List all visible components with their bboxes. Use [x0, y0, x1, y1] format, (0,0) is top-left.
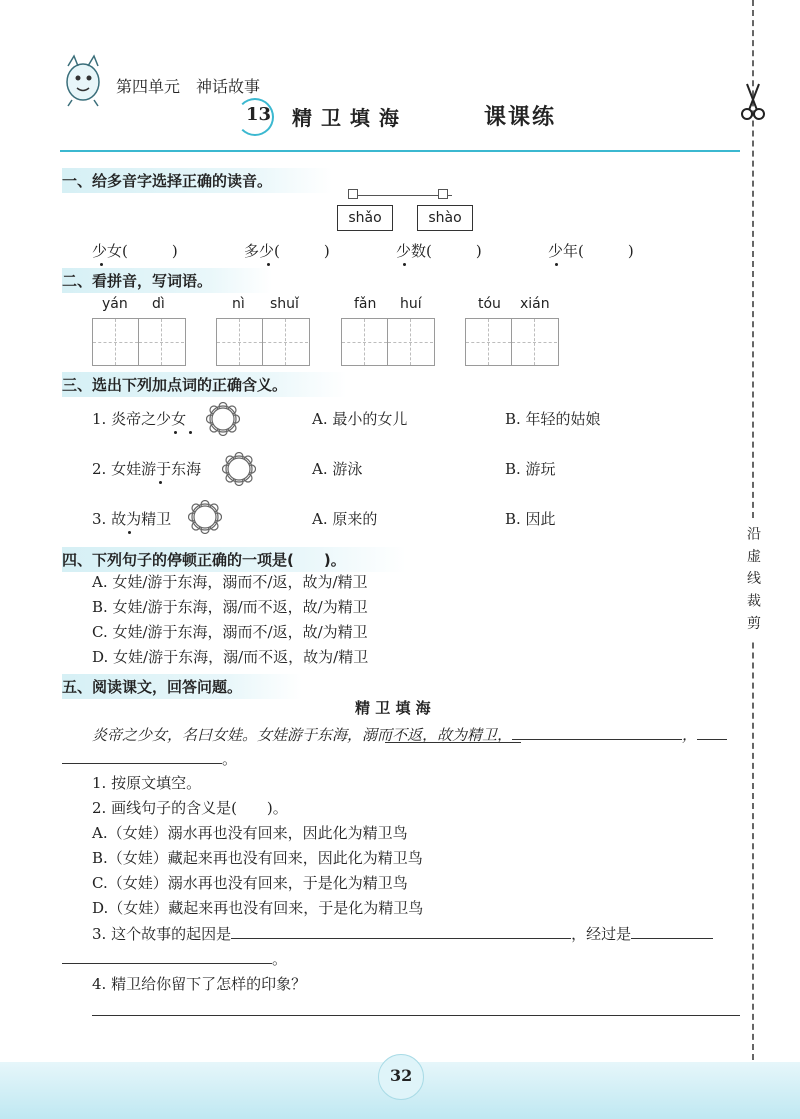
s5-q3-blank-1[interactable] [231, 938, 571, 939]
s5-q4: 4. 精卫给你留下了怎样的印象？ [92, 975, 307, 993]
s3-q1: 1. 炎帝之少女 [92, 410, 187, 428]
s5-q2-option-d: D.（女娃）藏起来再也没有回来，于是化为精卫鸟 [92, 899, 424, 917]
scissors-icon [740, 82, 766, 122]
pinyin-option-1: shǎo [337, 205, 393, 231]
s4-option-a: A. 女娃/游于东海，溺而不/返，故为/精卫 [92, 573, 368, 591]
passage-title: 精 卫 填 海 [355, 699, 431, 717]
passage-comma: ， [682, 726, 698, 744]
s5-q2-option-c: C.（女娃）溺水再也没有回来，于是化为精卫鸟 [92, 874, 408, 892]
s5-q3 [92, 923, 713, 944]
pinyin-2b: shuǐ [270, 296, 299, 312]
answer-flower-1[interactable] [206, 402, 240, 436]
s5-q3-line-2 [62, 948, 287, 969]
passage-period: 。 [222, 750, 238, 768]
emphasis-dot [403, 263, 406, 266]
passage-text: 炎帝之少女，名曰女娃。女娃游于东海，溺而不返，故为精卫， [92, 726, 513, 744]
passage-blank-2[interactable] [697, 739, 727, 740]
mascot-icon [58, 52, 108, 108]
section-2-title: 二、看拼音，写词语。 [62, 268, 272, 293]
pinyin-3a: fǎn [354, 296, 377, 312]
s5-q3-text-a: 3. 这个故事的起因是 [92, 925, 232, 943]
s5-q3-blank-2[interactable] [631, 938, 713, 939]
passage-line-2 [62, 748, 237, 769]
pinyin-1b: dì [152, 296, 165, 312]
s4-option-b: B. 女娃/游于东海，溺/而不返，故/为精卫 [92, 598, 368, 616]
answer-flower-3[interactable] [188, 500, 222, 534]
pinyin-2a: nì [232, 296, 245, 312]
section-5-title: 五、阅读课文，回答问题。 [62, 674, 302, 699]
page-number: 32 [390, 1066, 413, 1085]
emphasis-dot [189, 431, 192, 434]
header-divider [60, 150, 740, 152]
s3-q3: 3. 故为精卫 [92, 510, 172, 528]
section-4-title: 四、下列句子的停顿正确的一项是( )。 [62, 547, 406, 572]
practice-label: 课课练 [484, 104, 557, 130]
lesson-title: 精 卫 填 海 [292, 106, 400, 130]
pinyin-tag-rail [352, 195, 452, 196]
s1-item-2-text: 多少( [244, 242, 280, 260]
s1-item-3 [396, 240, 482, 261]
answer-flower-2[interactable] [222, 452, 256, 486]
emphasis-dot [159, 481, 162, 484]
writing-grid-4[interactable] [465, 318, 559, 366]
s3-a1: A. 最小的女儿 [312, 410, 408, 428]
s1-item-2 [244, 240, 330, 261]
emphasis-dot [100, 263, 103, 266]
s3-b2: B. 游玩 [505, 460, 556, 478]
passage-blank-1[interactable] [512, 739, 682, 740]
s1-item-2-close: ) [323, 242, 330, 260]
s5-q3-period: 。 [272, 950, 288, 968]
s5-q3-text-b: ，经过是 [571, 925, 632, 943]
s1-item-3-close: ) [475, 242, 482, 260]
s3-q2: 2. 女娃游于东海 [92, 460, 202, 478]
s5-q2-option-b: B.（女娃）藏起来再也没有回来，因此化为精卫鸟 [92, 849, 423, 867]
section-1-title: 一、给多音字选择正确的读音。 [62, 168, 332, 193]
writing-grid-1[interactable] [92, 318, 186, 366]
s1-item-4-text: 少年( [548, 242, 584, 260]
unit-title: 第四单元 神话故事 [116, 77, 261, 96]
s5-q2-option-a: A.（女娃）溺水再也没有回来，因此化为精卫鸟 [92, 824, 408, 842]
s5-q2: 2. 画线句子的含义是( )。 [92, 799, 288, 817]
writing-grid-3[interactable] [341, 318, 435, 366]
s5-q4-answer-line[interactable] [92, 1015, 740, 1016]
s5-q3-blank-3[interactable] [62, 963, 272, 964]
pinyin-tag-pin-2 [438, 189, 448, 199]
pinyin-tag-pin-1 [348, 189, 358, 199]
s3-a3: A. 原来的 [312, 510, 378, 528]
pinyin-option-2: shào [417, 205, 473, 231]
s5-q1: 1. 按原文填空。 [92, 774, 202, 792]
pinyin-4b: xián [520, 296, 550, 312]
s3-a2: A. 游泳 [312, 460, 363, 478]
s4-option-c: C. 女娃/游于东海，溺而不/返，故/为精卫 [92, 623, 368, 641]
pinyin-1a: yán [102, 296, 128, 312]
s1-item-1-close: ) [171, 242, 178, 260]
passage-blank-3[interactable] [62, 763, 222, 764]
cut-label: 沿 虚 线 裁 剪 [745, 526, 761, 632]
writing-grid-2[interactable] [216, 318, 310, 366]
lesson-number: 13 [246, 104, 272, 125]
passage-underline [385, 742, 521, 743]
s1-item-1 [92, 240, 178, 261]
cut-label-box [740, 520, 766, 642]
section-3-title: 三、选出下列加点词的正确含义。 [62, 372, 347, 397]
pinyin-3b: huí [400, 296, 422, 312]
emphasis-dot [174, 431, 177, 434]
s1-item-1-text: 少女( [92, 242, 128, 260]
s4-option-d: D. 女娃/游于东海，溺/而不返，故为/精卫 [92, 648, 369, 666]
pinyin-4a: tóu [478, 296, 501, 312]
s1-item-3-text: 少数( [396, 242, 432, 260]
emphasis-dot [267, 263, 270, 266]
emphasis-dot [555, 263, 558, 266]
s1-item-4 [548, 240, 634, 261]
s3-b1: B. 年轻的姑娘 [505, 410, 601, 428]
s1-item-4-close: ) [627, 242, 634, 260]
s3-b3: B. 因此 [505, 510, 556, 528]
emphasis-dot [128, 531, 131, 534]
